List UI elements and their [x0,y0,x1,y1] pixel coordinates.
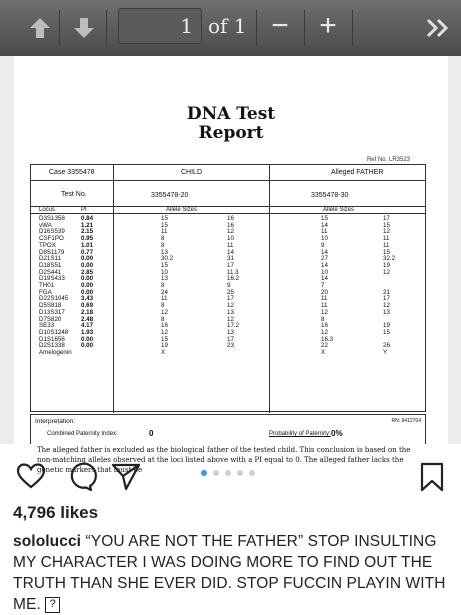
pi-column-header: PI [81,207,87,213]
cell-c2: 12 [227,302,234,310]
previous-page-button[interactable] [22,10,58,46]
carousel-dot [213,470,219,476]
pdf-document-view[interactable] [0,56,461,474]
interpretation-label: Interpretation: [35,418,76,425]
cell-c2: 11.3 [227,268,239,276]
cell-c1: 19 [161,342,168,350]
cell-pi: 0.00 [81,335,94,343]
cell-c2: 17 [227,295,234,303]
cell-f1: 11 [321,228,328,236]
pop-label: Probability of Paternity: [269,431,331,437]
case-number: Case 3355478 [49,169,95,176]
cell-c1: 16 [161,322,168,330]
cell-pi: 0.00 [81,342,94,350]
cell-f1: 16.3 [321,335,334,343]
cell-locus: Amelogenin [39,349,72,356]
carousel-dot [249,470,255,476]
cell-f1: 14 [321,275,328,283]
cell-c2: 16.2 [227,275,240,283]
cell-f1: 11 [321,302,328,310]
column-divider [113,165,114,413]
share-icon[interactable] [111,462,141,492]
cell-f2: 19 [383,322,390,330]
report-page [14,56,448,474]
father-test-no: 3355478-30 [311,192,349,199]
caption-text: “YOU ARE NOT THE FATHER” STOP INSULTING MY CHARACTER I WAS DOING MORE TO FIND OUT THE TRUTH THAN SHE EVER DID. STOP FUCCIN PLAYIN WITH ME. [13,533,446,613]
cell-pi: 0.84 [81,215,94,222]
cell-f2: 26 [383,342,390,350]
cell-pi: 1.01 [81,241,94,249]
child-allele-header: Allele Sizes [166,207,198,213]
arrow-down-icon [73,16,95,40]
cell-f1: 10 [321,268,328,276]
row-divider [31,213,425,214]
cell-c1: 15 [161,261,168,269]
cell-pi: 0.95 [81,235,94,243]
child-test-no: 3355478-20 [151,192,189,199]
report-title-line1: DNA Test [186,104,276,124]
expand-toolbar-button[interactable] [420,10,456,46]
cell-f2: 13 [383,308,390,316]
cell-pi: 3.43 [81,295,94,303]
cell-c2: 10 [227,235,234,243]
cell-f2: 32.2 [383,255,396,263]
cell-locus: D2S441 [39,268,62,276]
cell-f1: 10 [321,235,328,243]
like-count[interactable]: 4,796 likes [13,503,99,522]
report-title-line2: Report [198,123,264,143]
cell-c2: 9 [227,282,231,289]
cell-c1: 8 [161,241,165,249]
allele-table [30,164,426,412]
toolbar-divider [59,10,60,46]
cell-f1: 16 [321,322,328,330]
toolbar-divider [106,10,107,46]
carousel-dot [201,470,207,476]
cell-c1: 8 [161,282,165,289]
cell-locus: D22S1045 [39,295,69,303]
cell-pi: 0.00 [81,261,94,269]
carousel-indicator [201,470,255,476]
cell-locus: D2S1338 [39,342,65,350]
cell-f2: 15 [383,221,390,229]
cell-c1: 12 [161,328,168,336]
zoom-in-button[interactable]: + [319,9,337,42]
cell-locus: SE33 [39,322,55,330]
cell-c1: 15 [161,221,168,229]
cell-locus: D18S51 [39,261,62,269]
cell-f2: 12 [383,228,390,236]
cell-f2: 12 [383,302,390,310]
bookmark-icon[interactable] [419,462,445,492]
father-allele-header: Allele Sizes [323,207,355,213]
cell-c1: 10 [161,268,168,276]
double-chevron-right-icon [426,18,450,38]
page-count: of 1 [208,14,247,38]
toolbar-divider [304,10,305,46]
cell-c1: 11 [161,228,168,236]
cell-pi: 2.15 [81,228,94,236]
cell-locus: D5S818 [39,302,62,310]
cell-c2: 25 [227,288,234,296]
pdf-toolbar [0,0,461,56]
cell-f2: 15 [383,248,390,256]
cell-locus: D13S317 [39,308,65,316]
cell-c1: 13 [161,275,168,283]
page-number-input[interactable]: 1 [118,8,202,44]
column-divider [269,165,270,413]
pop-value: 0% [331,429,343,438]
cell-locus: D8S1179 [39,248,65,256]
cell-c1: 24 [161,288,168,296]
cell-pi: 4.17 [81,322,94,330]
cell-pi: 2.85 [81,268,94,276]
cell-locus: D1S1656 [39,335,65,343]
cell-f2: 19 [383,261,390,269]
cell-c1: 13 [161,248,168,256]
cell-pi: 1.93 [81,328,94,336]
cell-c2: 17 [227,261,234,269]
cell-c1: X [161,349,166,356]
case-header-row [31,165,425,181]
cell-f2: 15 [383,328,390,336]
locus-column-header: Locus [39,207,56,213]
cpi-label: Combined Paternity Index: [47,431,118,437]
unknown-glyph-icon: ? [45,597,60,613]
cell-f2: 12 [383,268,390,276]
next-page-button[interactable] [66,10,102,46]
row-divider [31,206,425,207]
cell-c1: 15 [161,335,168,343]
cell-f1: 12 [321,308,328,316]
cell-c2: 12 [227,315,234,323]
cell-f1: X [321,349,326,356]
cell-f1: 9 [321,241,325,249]
cell-locus: FGA [39,288,52,296]
cell-f2: 21 [383,288,390,296]
cell-c2: 13 [227,308,234,316]
cell-pi: 1.21 [81,221,94,229]
cell-c2: 11 [227,241,234,249]
username-link[interactable]: sololucci [13,533,82,550]
cell-f1: 8 [321,315,325,323]
cell-f1: 14 [321,261,328,269]
cell-c2: 31 [227,255,234,263]
cell-c1: 15 [161,215,168,222]
heart-icon[interactable] [16,462,46,490]
cell-f1: 22 [321,342,328,350]
cell-c1: 8 [161,235,165,243]
cell-f2: 11 [383,235,390,243]
cell-c2: 14 [227,248,234,256]
cell-f2: 11 [383,241,390,249]
cell-locus: vWA [39,221,52,229]
toolbar-divider [256,10,257,46]
cell-locus: D10S1248 [39,328,69,336]
cell-locus: D21S11 [39,255,61,263]
cell-locus: D19S433 [39,275,65,283]
cell-f2: 17 [383,295,390,303]
reference-number: Ref No. LR3523 [366,157,410,163]
cell-c2: 12 [227,228,234,236]
interpretation-section [30,414,426,474]
cell-pi: 0.00 [81,275,94,283]
cell-pi: 2.18 [81,308,94,316]
cell-locus: D7S820 [39,315,62,323]
cell-c2: 13 [227,328,234,336]
cell-c2: 16 [227,221,234,229]
cell-c1: 8 [161,315,165,323]
cell-c2: 23 [227,342,234,350]
cell-locus: D3S1358 [39,215,65,222]
cell-locus: TPOX [39,241,56,249]
carousel-dot [225,470,231,476]
cell-pi: 0.77 [81,248,94,256]
cell-pi: 0.00 [81,282,94,289]
cell-f2: Y [383,349,388,356]
cell-f2: 17 [383,215,390,222]
cell-f1: 15 [321,215,328,222]
cell-f1: 14 [321,248,328,256]
cell-c2: 17 [227,335,234,343]
cell-locus: CSF1PO [39,235,64,243]
test-no-label: Test No. [61,191,87,198]
cell-c1: 30.2 [161,255,174,263]
child-header: CHILD [181,169,203,176]
father-header: Alleged FATHER [331,169,384,176]
zoom-out-button[interactable]: − [271,9,289,42]
comment-icon[interactable] [64,462,94,492]
cell-pi: 2.48 [81,315,94,323]
cell-locus: D16S539 [39,228,65,236]
rn-number: RN: 9412764 [391,418,421,424]
cell-c2: 17.2 [227,322,240,330]
cell-f1: 7 [321,282,325,289]
cell-pi: 0.00 [81,255,94,263]
cpi-value: 0 [149,429,154,438]
cell-locus: TH01 [39,282,55,289]
cell-f1: 11 [321,295,328,303]
arrow-up-icon [29,16,51,40]
cell-f1: 14 [321,221,328,229]
cell-pi: 0.69 [81,302,94,310]
cell-c1: 8 [161,302,165,310]
cell-c2: 16 [227,215,234,222]
cell-f1: 12 [321,328,328,336]
cell-pi: 0.00 [81,288,94,296]
cell-c1: 12 [161,308,168,316]
post-caption [13,531,453,615]
cell-f1: 20 [321,288,328,296]
toolbar-divider [352,10,353,46]
interpretation-text: The alleged father is excluded as the biological father of the tested child. This conclusion is based on the non-matching alleles observed at the loci listed above with a PI equal to 0. The alleged father lacks the genetic markers that must be [37,446,411,474]
cell-c1: 11 [161,295,168,303]
carousel-dot [237,470,243,476]
cell-f1: 27 [321,255,328,263]
